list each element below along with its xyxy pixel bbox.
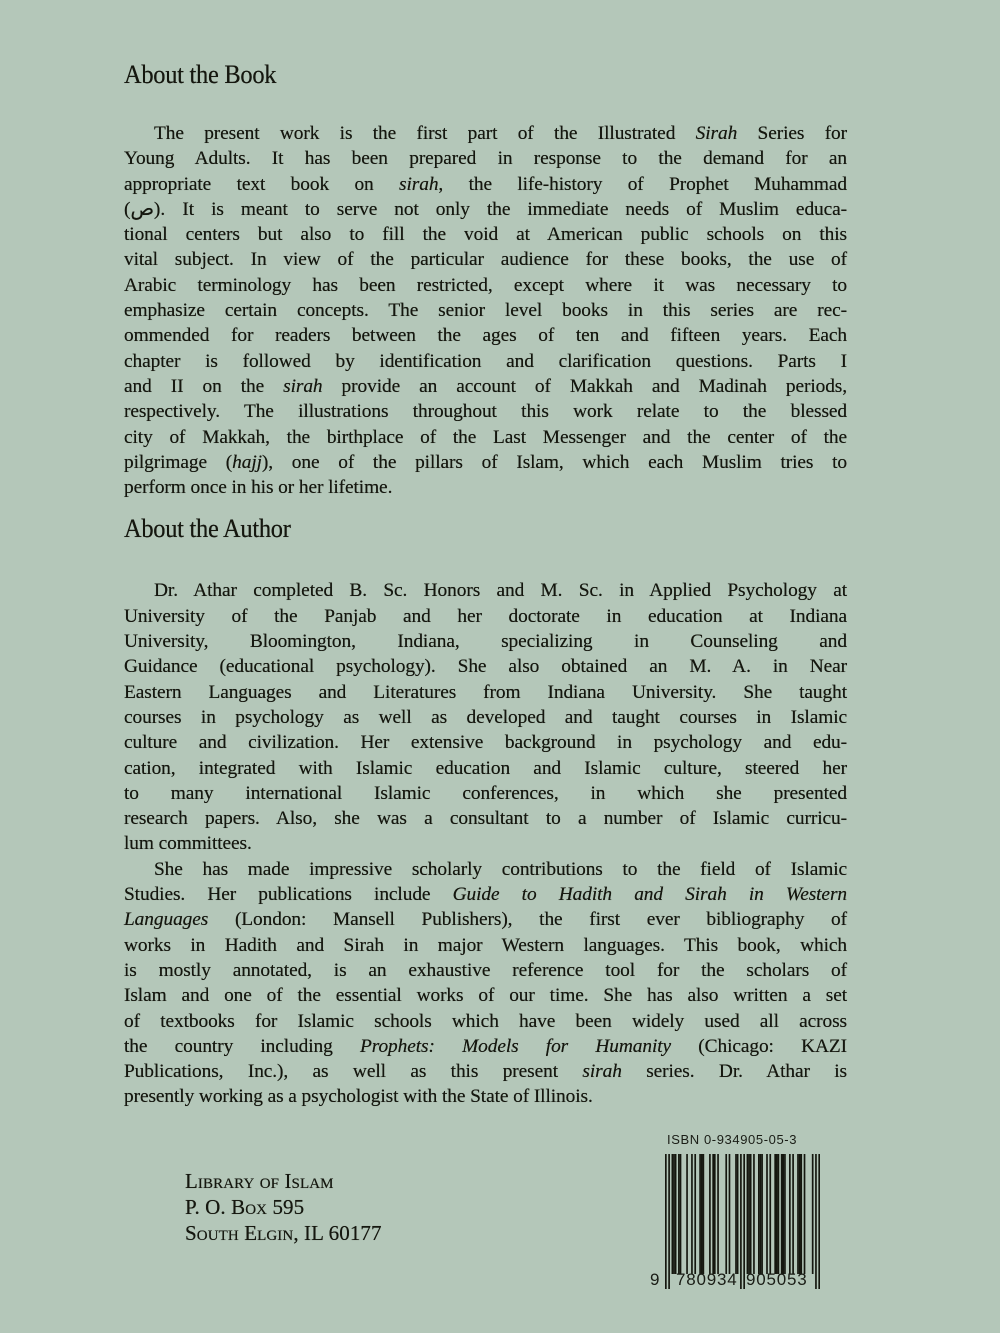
barcode-icon [665, 1154, 820, 1289]
text-line: research papers. Also, she was a consultant to a number of Islamic curricu- [124, 808, 847, 830]
text-line: Eastern Languages and Literatures from Indiana University. She taught [124, 681, 847, 703]
about-the-author-heading: About the Author [124, 514, 291, 544]
text-line: the country including Prophets: Models for Humanity (Chicago: KAZI [124, 1035, 847, 1057]
publisher-name: Library of Islam [185, 1169, 334, 1193]
text-line: courses in psychology as well as developed and taught courses in Islamic [124, 706, 847, 728]
text-line: lum committees. [124, 833, 252, 855]
text-line: Young Adults. It has been prepared in response to the demand for an [124, 148, 847, 170]
italic-term: Prophets: Models for Humanity [359, 1035, 672, 1057]
about-the-author-paragraph-1 [124, 578, 847, 856]
text-line: Guidance (educational psychology). She also obtained an M. A. in Near [124, 656, 847, 678]
ean-first-digit: 9 [650, 1270, 660, 1289]
publisher-city: South Elgin, IL 60177 [185, 1221, 382, 1245]
text-line: The present work is the first part of the Illustrated Sirah Series for [154, 123, 848, 144]
text-line: tional centers but also to fill the void at American public schools on this [124, 224, 847, 246]
publisher-po-box: P. O. Box 595 [185, 1195, 305, 1219]
about-the-author-paragraph-2 [124, 857, 847, 1110]
back-cover-text [124, 58, 847, 1110]
text-line: Languages (London: Mansell Publishers), the first ever bibliography of [124, 909, 847, 931]
about-the-book-heading: About the Book [124, 60, 277, 89]
text-line: emphasize certain concepts. The senior level books in this series are rec- [124, 300, 847, 322]
text-line: and II on the sirah provide an account of Makkah and Madinah periods, [124, 375, 847, 397]
text-line: University of the Panjab and her doctorate in education at Indiana [124, 605, 847, 627]
ean-digits [650, 1270, 825, 1292]
text-line: culture and civilization. Her extensive background in psychology and edu- [124, 732, 847, 754]
text-line: to many international Islamic conferences, in which she presented [124, 782, 847, 804]
italic-term: Guide to Hadith and Sirah in Western [452, 884, 847, 906]
isbn-barcode-block [650, 1132, 840, 1312]
italic-term: sirah [399, 173, 439, 195]
text-line: is mostly annotated, is an exhaustive reference tool for the scholars of [124, 959, 847, 981]
text-line: Islam and one of the essential works of our time. She has also written a set [124, 985, 847, 1007]
publisher-address [185, 1168, 382, 1246]
text-line: pilgrimage (hajj), one of the pillars of Islam, which each Muslim tries to [124, 451, 847, 473]
text-line: ommended for readers between the ages of ten and fifteen years. Each [124, 325, 847, 347]
text-line: appropriate text book on sirah, the life-history of Prophet Muhammad [124, 173, 847, 195]
ean-left-group: 780934 [676, 1270, 738, 1289]
italic-term: Sirah [695, 123, 738, 144]
text-line: Dr. Athar completed B. Sc. Honors and M. Sc. in Applied Psychology at [154, 580, 847, 602]
italic-term: Languages [124, 909, 209, 931]
text-line: chapter is followed by identification and clarification questions. Parts I [124, 350, 847, 372]
text-line: She has made impressive scholarly contributions to the field of Islamic [154, 858, 847, 880]
ean-right-group: 905053 [746, 1270, 808, 1289]
text-line: cation, integrated with Islamic education and Islamic culture, steered her [124, 757, 847, 779]
text-line: of textbooks for Islamic schools which have been widely used all across [124, 1010, 847, 1032]
text-line: Publications, Inc.), as well as this present sirah series. Dr. Athar is [124, 1061, 847, 1083]
text-line: perform once in his or her lifetime. [124, 477, 393, 499]
italic-term: sirah [283, 375, 323, 397]
text-line: works in Hadith and Sirah in major Western languages. This book, which [124, 934, 847, 956]
about-the-book-paragraph [124, 121, 847, 500]
text-line: presently working as a psychologist with the State of Illinois. [124, 1086, 593, 1108]
italic-term: sirah [582, 1061, 622, 1083]
text-line: vital subject. In view of the particular audience for these books, the use of [124, 249, 847, 271]
text-line: (ص). It is meant to serve not only the immediate needs of Muslim educa- [124, 198, 847, 220]
isbn-label: ISBN 0-934905-05-3 [667, 1132, 798, 1147]
text-line: University, Bloomington, Indiana, specializing in Counseling and [124, 631, 847, 653]
italic-term: hajj [232, 451, 262, 473]
text-line: Arabic terminology has been restricted, except where it was necessary to [124, 274, 847, 296]
text-line: respectively. The illustrations throughout this work relate to the blessed [124, 401, 847, 423]
text-line: city of Makkah, the birthplace of the Last Messenger and the center of the [124, 426, 847, 448]
text-line: Studies. Her publications include Guide to Hadith and Sirah in Western [124, 884, 847, 906]
